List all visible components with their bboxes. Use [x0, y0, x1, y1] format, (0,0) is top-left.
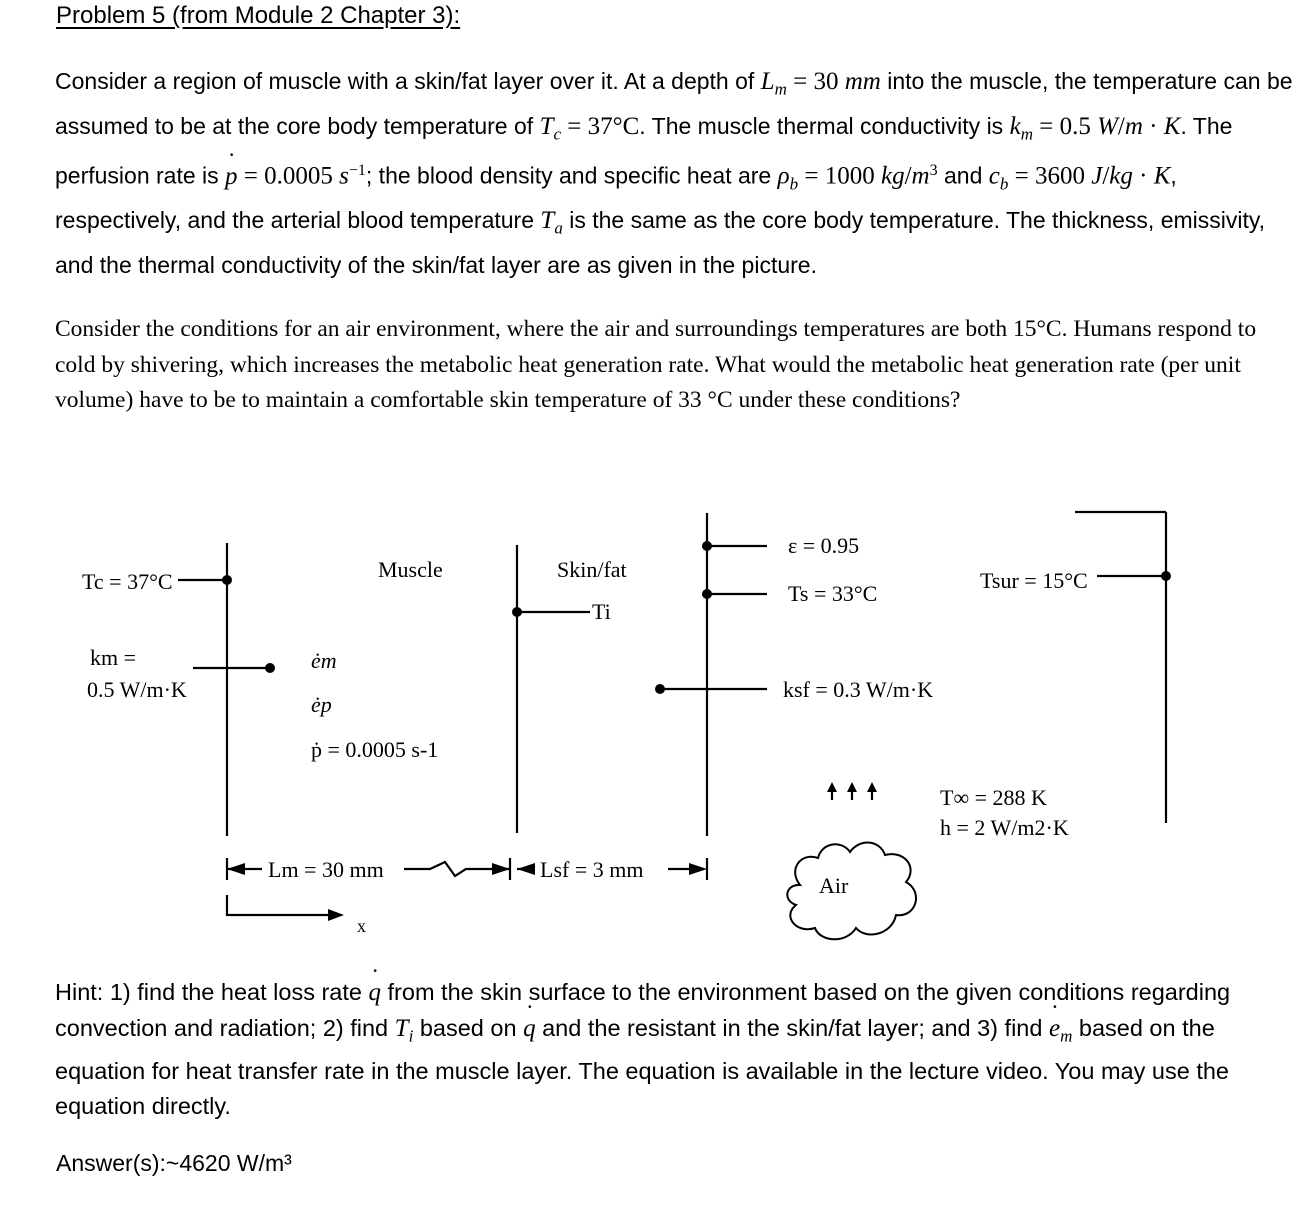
heat-transfer-diagram — [0, 490, 1309, 960]
p1-text-7: , respectively, and the arterial blood temperature — [55, 162, 1177, 234]
h-coeff-label: h = 2 W/m2·K — [940, 815, 1069, 840]
air-label: Air — [819, 873, 849, 898]
answer-line: Answer(s):~4620 W/m³ — [56, 1150, 292, 1176]
air-cloud-icon — [787, 843, 916, 940]
problem-paragraph-2: Consider the conditions for an air environment, where the air and surroundings temperatures are both 15°C. Humans respond to cold by shivering, which increases the metabolic heat generation rate. What would the metabolic heat generation rate (per unit volume) have to be to maintain a comfortable skin temperature of 33 °C under these conditions? — [55, 316, 1257, 413]
p1-text-2: into the muscle, the temperature can be assumed to be at the core body temperature of — [55, 68, 1293, 139]
p1-text-5: ; the blood density and specific heat are — [365, 162, 778, 189]
problem-title: Problem 5 (from Module 2 Chapter 3): — [56, 2, 461, 29]
km-label: km = — [90, 645, 137, 670]
emissivity-dot — [702, 541, 712, 551]
lm-dimension-label: Lm = 30 mm — [268, 857, 384, 882]
emissivity-label: ε = 0.95 — [788, 533, 860, 558]
hint-text-2: from the skin surface to the environment based on the given conditions regarding convection and radiation; 2) find — [55, 979, 1231, 1041]
p1-text-8: is the same as the core body temperature. The thickness, emissivity, and the thermal conductivity of the skin/fat layer are as given in the picture. — [55, 207, 1266, 279]
hint-text-3: based on — [413, 1014, 524, 1041]
em-dot-label: ėm — [311, 648, 337, 673]
hint-paragraph: Hint: 1) find the heat loss rate ˙ q from the skin surface to the environment based on the given conditions regarding convection and radiation; 2) find $T_i$ based on ˙ q and the resistant in the skin/fat layer; and 3) find ˙ $e_m$ based on the equation for heat transfer rate in the muscle layer. The equation is available in the lecture video. You may use the equation directly. — [55, 975, 1295, 1125]
muscle-label: Muscle — [378, 557, 443, 582]
hint-text-4: and the resistant in the skin/fat layer; and 3) find — [535, 1014, 1049, 1041]
core-temp-dot — [222, 575, 232, 585]
surroundings-dot — [1161, 571, 1171, 581]
surroundings-temp-label: Tsur = 15°C — [980, 568, 1088, 593]
lsf-dimension-label: Lsf = 3 mm — [540, 857, 644, 882]
perfusion-label: ṗ = 0.0005 s-1 — [311, 737, 439, 762]
interface-temp-label: Ti — [592, 599, 611, 624]
skin-fat-label: Skin/fat — [557, 557, 627, 582]
ksf-dot — [655, 684, 665, 694]
skin-temp-label: Ts = 33°C — [788, 581, 878, 606]
ksf-label: ksf = 0.3 W/m·K — [783, 677, 934, 702]
problem-paragraph-1: Consider a region of muscle with a skin/fat layer over it. At a depth of $L_m = 30$ mm into the muscle, the temperature can be assumed to be at the core body temperature of $T_c = 37^\circ C$. The muscle thermal conductivity is $k_m = 0.5$ W/m · K. The perfusion rate is ˙ p = 0.0005 $s^{-1}$; the blood density and specific heat are $\rho_b = 1000$ $kg/m^3$ and $c_b = 3600$ J/kg · K, respectively, and the arterial blood temperature $T_a$ is the same as the core body temperature. The thickness, emissivity, and the thermal conductivity of the skin/fat layer are as given in the picture. — [55, 63, 1295, 284]
p1-text-1: Consider a region of muscle with a skin/fat layer over it. At a depth of — [55, 68, 761, 94]
ep-dot-label: ėp — [311, 692, 332, 717]
km-value: 0.5 W/m·K — [87, 677, 187, 702]
x-axis-label: x — [357, 916, 366, 936]
core-temp-label: Tc = 37°C — [82, 569, 173, 594]
hint-text-1: Hint: 1) find the heat loss rate — [55, 979, 369, 1005]
km-dot — [265, 663, 275, 673]
skin-temp-dot — [702, 589, 712, 599]
p1-text-4: . The perfusion rate is — [55, 112, 1233, 189]
air-temp-label: T∞ = 288 K — [940, 785, 1047, 810]
hint-text-5: based on the equation for heat transfer rate in the muscle layer. The equation is available in the lecture video. You may use the equation directly. — [55, 1014, 1229, 1120]
p1-text-3: . The muscle thermal conductivity is — [639, 112, 1010, 139]
p1-text-6: and — [937, 162, 989, 189]
interface-dot — [512, 607, 522, 617]
